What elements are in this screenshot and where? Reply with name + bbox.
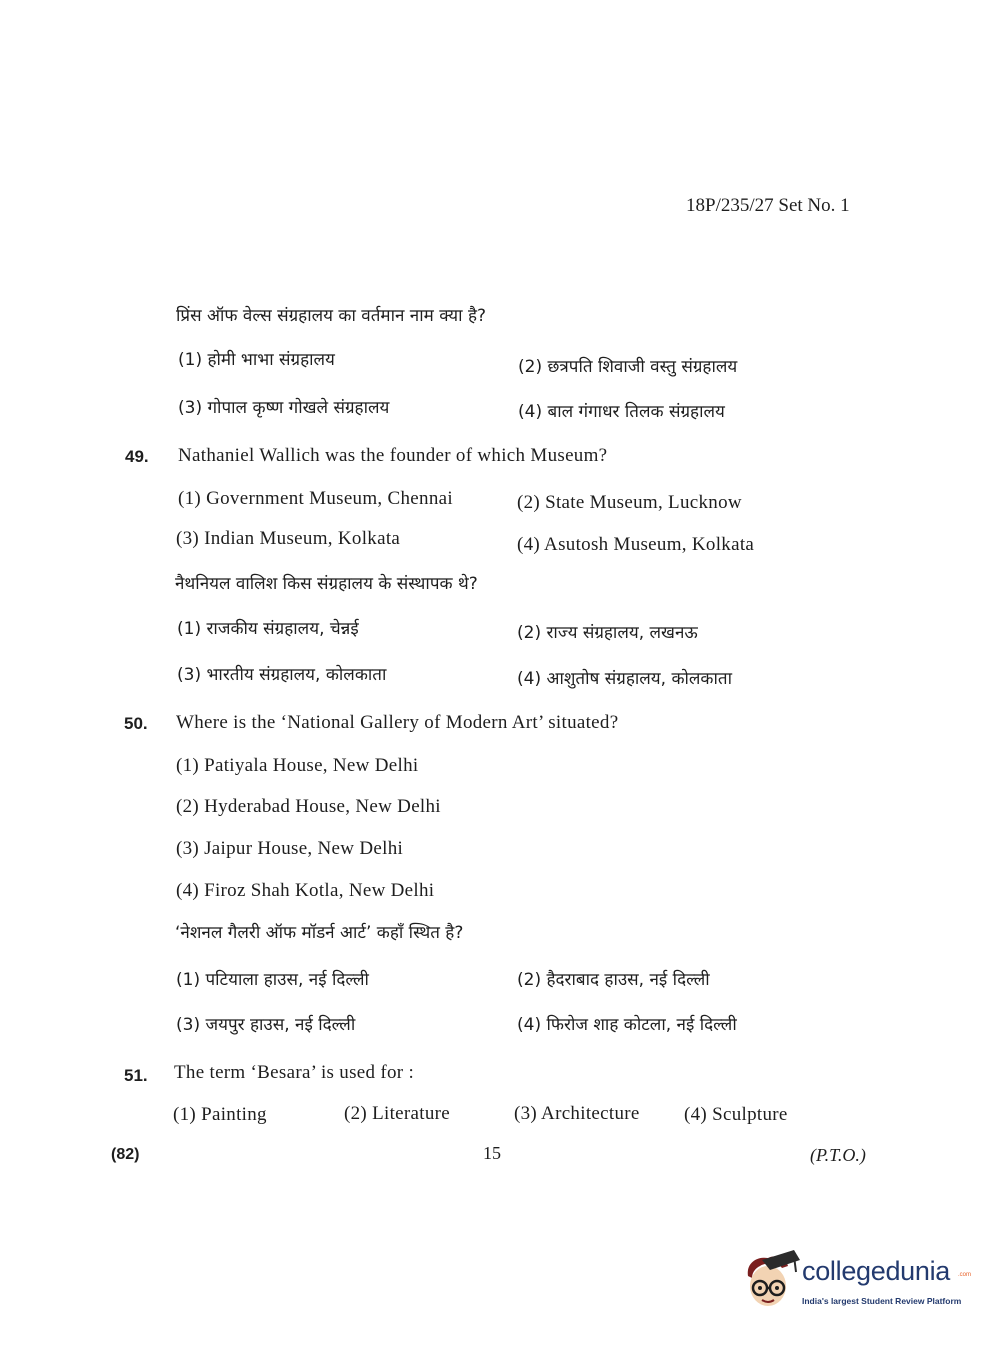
mascot-icon <box>742 1250 800 1312</box>
q48-hindi-option-1: (1) होमी भाभा संग्रहालय <box>178 350 335 370</box>
q49-option-2: (2) State Museum, Lucknow <box>517 492 742 513</box>
q50-option-4: (4) Firoz Shah Kotla, New Delhi <box>176 880 435 901</box>
q48-hindi-option-3: (3) गोपाल कृष्ण गोखले संग्रहालय <box>178 398 390 418</box>
q48-hindi-question: प्रिंस ऑफ वेल्स संग्रहालय का वर्तमान नाम क्या है? <box>176 306 487 326</box>
paper-code: (82) <box>111 1146 140 1163</box>
q51-question: The term ‘Besara’ is used for : <box>174 1062 415 1083</box>
set-number: 18P/235/27 Set No. 1 <box>686 195 850 216</box>
q50-number: 50. <box>124 714 148 733</box>
q48-hindi-option-2: (2) छत्रपति शिवाजी वस्तु संग्रहालय <box>518 357 738 377</box>
logo-wordmark: collegedunia <box>802 1256 951 1286</box>
q50-option-1: (1) Patiyala House, New Delhi <box>176 755 419 776</box>
q49-hindi-option-2: (2) राज्य संग्रहालय, लखनऊ <box>517 623 698 643</box>
q50-option-3: (3) Jaipur House, New Delhi <box>176 838 404 859</box>
q48-hindi-option-4: (4) बाल गंगाधर तिलक संग्रहालय <box>518 402 725 422</box>
page-number: 15 <box>483 1143 501 1163</box>
q51-option-4: (4) Sculpture <box>684 1104 788 1125</box>
q49-hindi-option-3: (3) भारतीय संग्रहालय, कोलकाता <box>177 665 387 685</box>
logo-domain: .com <box>958 1272 972 1278</box>
q51-option-3: (3) Architecture <box>514 1103 640 1124</box>
q50-option-2: (2) Hyderabad House, New Delhi <box>176 796 441 817</box>
q50-hindi-option-3: (3) जयपुर हाउस, नई दिल्ली <box>176 1015 356 1035</box>
q50-hindi-option-2: (2) हैदराबाद हाउस, नई दिल्ली <box>517 970 710 990</box>
q49-question: Nathaniel Wallich was the founder of which Museum? <box>178 445 608 466</box>
logo-tagline: India's largest Student Review Platform <box>802 1296 962 1306</box>
q51-option-2: (2) Literature <box>344 1103 451 1124</box>
q51-number: 51. <box>124 1066 148 1085</box>
q50-question: Where is the ‘National Gallery of Modern Art’ situated? <box>176 712 619 733</box>
pto-note: (P.T.O.) <box>810 1145 866 1165</box>
collegedunia-logo <box>742 1250 972 1312</box>
q49-hindi-option-1: (1) राजकीय संग्रहालय, चेन्नई <box>177 619 359 639</box>
q49-option-4: (4) Asutosh Museum, Kolkata <box>517 534 755 555</box>
q50-hindi-option-1: (1) पटियाला हाउस, नई दिल्ली <box>176 970 369 990</box>
q49-option-1: (1) Government Museum, Chennai <box>178 488 453 509</box>
q50-hindi-question: ‘नेशनल गैलरी ऑफ मॉडर्न आर्ट’ कहाँ स्थित है? <box>175 923 464 943</box>
q50-hindi-option-4: (4) फिरोज शाह कोटला, नई दिल्ली <box>517 1015 737 1035</box>
q49-option-3: (3) Indian Museum, Kolkata <box>176 528 401 549</box>
q51-option-1: (1) Painting <box>173 1104 267 1125</box>
q49-hindi-question: नैथनियल वालिश किस संग्रहालय के संस्थापक थे? <box>175 574 478 594</box>
q49-hindi-option-4: (4) आशुतोष संग्रहालय, कोलकाता <box>517 669 732 689</box>
q49-number: 49. <box>125 447 149 466</box>
